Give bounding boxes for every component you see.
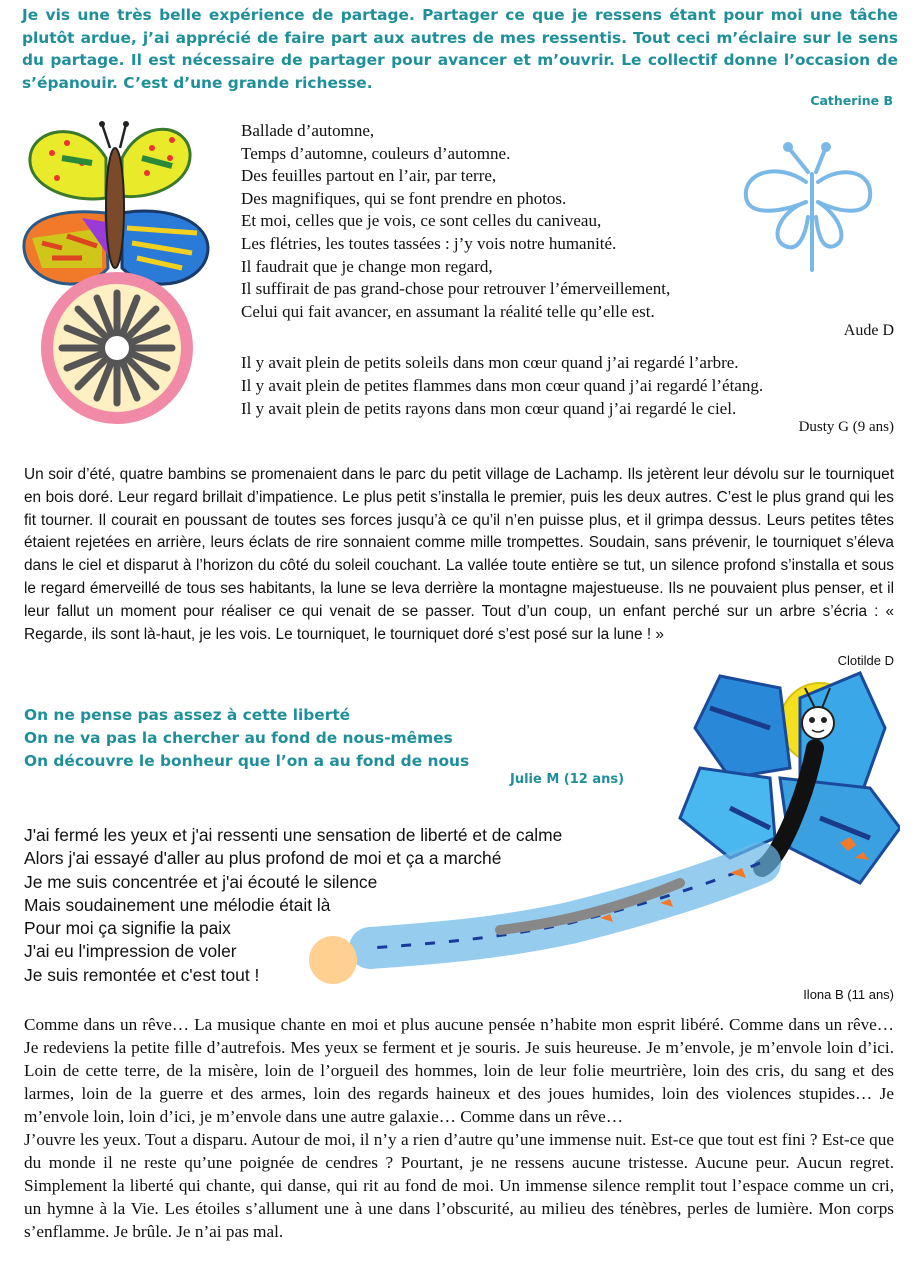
poem-julie [24,704,469,773]
poem-line: Et moi, celles que je vois, ce sont celles du caniveau, [241,211,602,231]
poem-ilona [24,824,562,987]
final-paragraph: Comme dans un rêve… La musique chante en moi et plus aucune pensée n’habite mon esprit libéré. Comme dans un rêve… Je redeviens la petite fille d’autrefois. Mes yeux se ferment et je souris. Je suis heureuse. Je m’envole, je m’envole loin d’ici. Loin de cette terre, de la misère, loin de l’orgueil des hommes, loin de leur folie meurtrière, loin des cris, du sang et des larmes, loin de la guerre et des armes, loin des regards haineux et des joues humides, loin des violences stupides… Je m’envole loin, loin d’ici, je m’envole dans une autre galaxie… Comme dans un rêve… [24,1015,894,1126]
story-paragraph: Un soir d’été, quatre bambins se promenaient dans le parc du petit village de Lachamp. Ils jetèrent leur dévolu sur le tourniquet en bois doré. Leur regard brillait d’impatience. Le plus petit s’installa le premier, puis les deux autres. C’est le plus grand qui les fit tourner. Il courait en poussant de toutes ses forces jusqu’à ce qu’il n’en puisse plus, et il grimpa dessus. Leurs petites têtes étaient rejetées en arrière, leurs éclats de rire sonnaient comme mille trompettes. Soudain, sans prévenir, le tourniquet s’éleva dans le ciel et disparut à l’horizon du côté du soleil couchant. La vallée toute entière se tut, un silence profond s’installa et sous le regard émerveillé de tous ses habitants, la lune se leva derrière la montagne majestueuse. Ils ne pouvaient plus penser, et il leur fallut un moment pour réaliser ce qui venait de se passer. Tout d’un coup, un enfant perché sur un arbre s’écria : « Regarde, ils sont là-haut, je les vois. Le tourniquet, le tourniquet doré s’est posé sur la lune ! » [24,466,894,643]
poem-line: On découvre le bonheur que l’on a au fond de nous [24,752,470,770]
poem-line: J'ai eu l'impression de voler [24,941,237,962]
poem-ilona-signature: Ilona B (11 ans) [803,987,894,1002]
poem-dusty [241,351,763,421]
poem-line: Temps d’automne, couleurs d’automne. [241,143,511,163]
blue-butterfly-sketch [738,142,878,272]
final-paragraph: J’ouvre les yeux. Tout a disparu. Autour de moi, il n’y a rien d’autre qu’une immense nuit. Est-ce que tout est fini ? Est-ce que du monde il ne reste qu’une poignée de cendres ? Pourtant, je ne ressens aucune tristesse. Aucune peur. Aucun regret. Simplement la liberté qui chante, qui danse, qui rit au fond de moi. Un immense silence remplit tout l’espace comme un cri, un hymne à la Vie. Les étoiles s’allument une à une dans l’obscurité, au milieu des ténèbres, perles de lumière. Mon corps s’enflamme. Je brûle. Je n’ai pas mal. [24,1130,894,1241]
flower-drawing [41,272,193,424]
poem-line: Il y avait plein de petites flammes dans mon cœur quand j’ai regardé l’étang. [241,376,764,396]
poem-line: Des magnifiques, qui se font prendre en photos. [241,188,567,208]
poem-line: Il suffirait de pas grand-chose pour retrouver l’émerveillement, [241,279,671,299]
poem-line: Pour moi ça signifie la paix [24,918,231,939]
poem-aude-signature: Aude D [843,322,894,339]
poem-line: Alors j'ai essayé d'aller au plus profond de moi et ça a marché [24,848,502,869]
poem-line: Je suis remontée et c'est tout ! [24,964,260,985]
poem-line: Les flétries, les toutes tassées : j’y vois notre humanité. [241,233,617,253]
poem-line: Des feuilles partout en l’air, par terre, [241,166,497,186]
poem-julie-signature: Julie M (12 ans) [510,772,625,787]
poem-line: On ne va pas la chercher au fond de nous-mêmes [24,729,453,747]
poem-line: On ne pense pas assez à cette liberté [24,706,351,724]
poem-line: Celui qui fait avancer, en assumant la réalité telle qu’elle est. [241,301,655,321]
poem-line: Il y avait plein de petits soleils dans mon cœur quand j’ai regardé l’arbre. [241,353,739,372]
poem-dusty-signature: Dusty G (9 ans) [798,419,894,435]
intro-signature: Catherine B [810,93,893,108]
poem-aude [241,120,670,323]
butterfly-flower-drawing [22,118,212,428]
poem-line: Il y avait plein de petits rayons dans mon cœur quand j’ai regardé le ciel. [241,399,737,419]
final-prose [24,1013,894,1243]
poem-line: J'ai fermé les yeux et j'ai ressenti une sensation de liberté et de calme [24,825,563,845]
poem-line: Mais soudainement une mélodie était là [24,894,331,915]
intro-paragraph: Je vis une très belle expérience de partage. Partager ce que je ressens étant pour moi une tâche plutôt ardue, j’ai apprécié de faire part aux autres de mes ressentis. Tout ceci m’éclaire sur le sens du partage. Il est nécessaire de partager pour avancer et m’ouvrir. Le collectif donne l’occasion de s’épanouir. C’est d’une grande richesse. [22,6,898,92]
poem-line: Ballade d’automne, [241,121,375,140]
poem-line: Il faudrait que je change mon regard, [241,256,493,276]
butterfly-drawing [24,121,208,284]
story-signature: Clotilde D [837,653,894,668]
poem-line: Je me suis concentrée et j'ai écouté le silence [24,871,378,892]
